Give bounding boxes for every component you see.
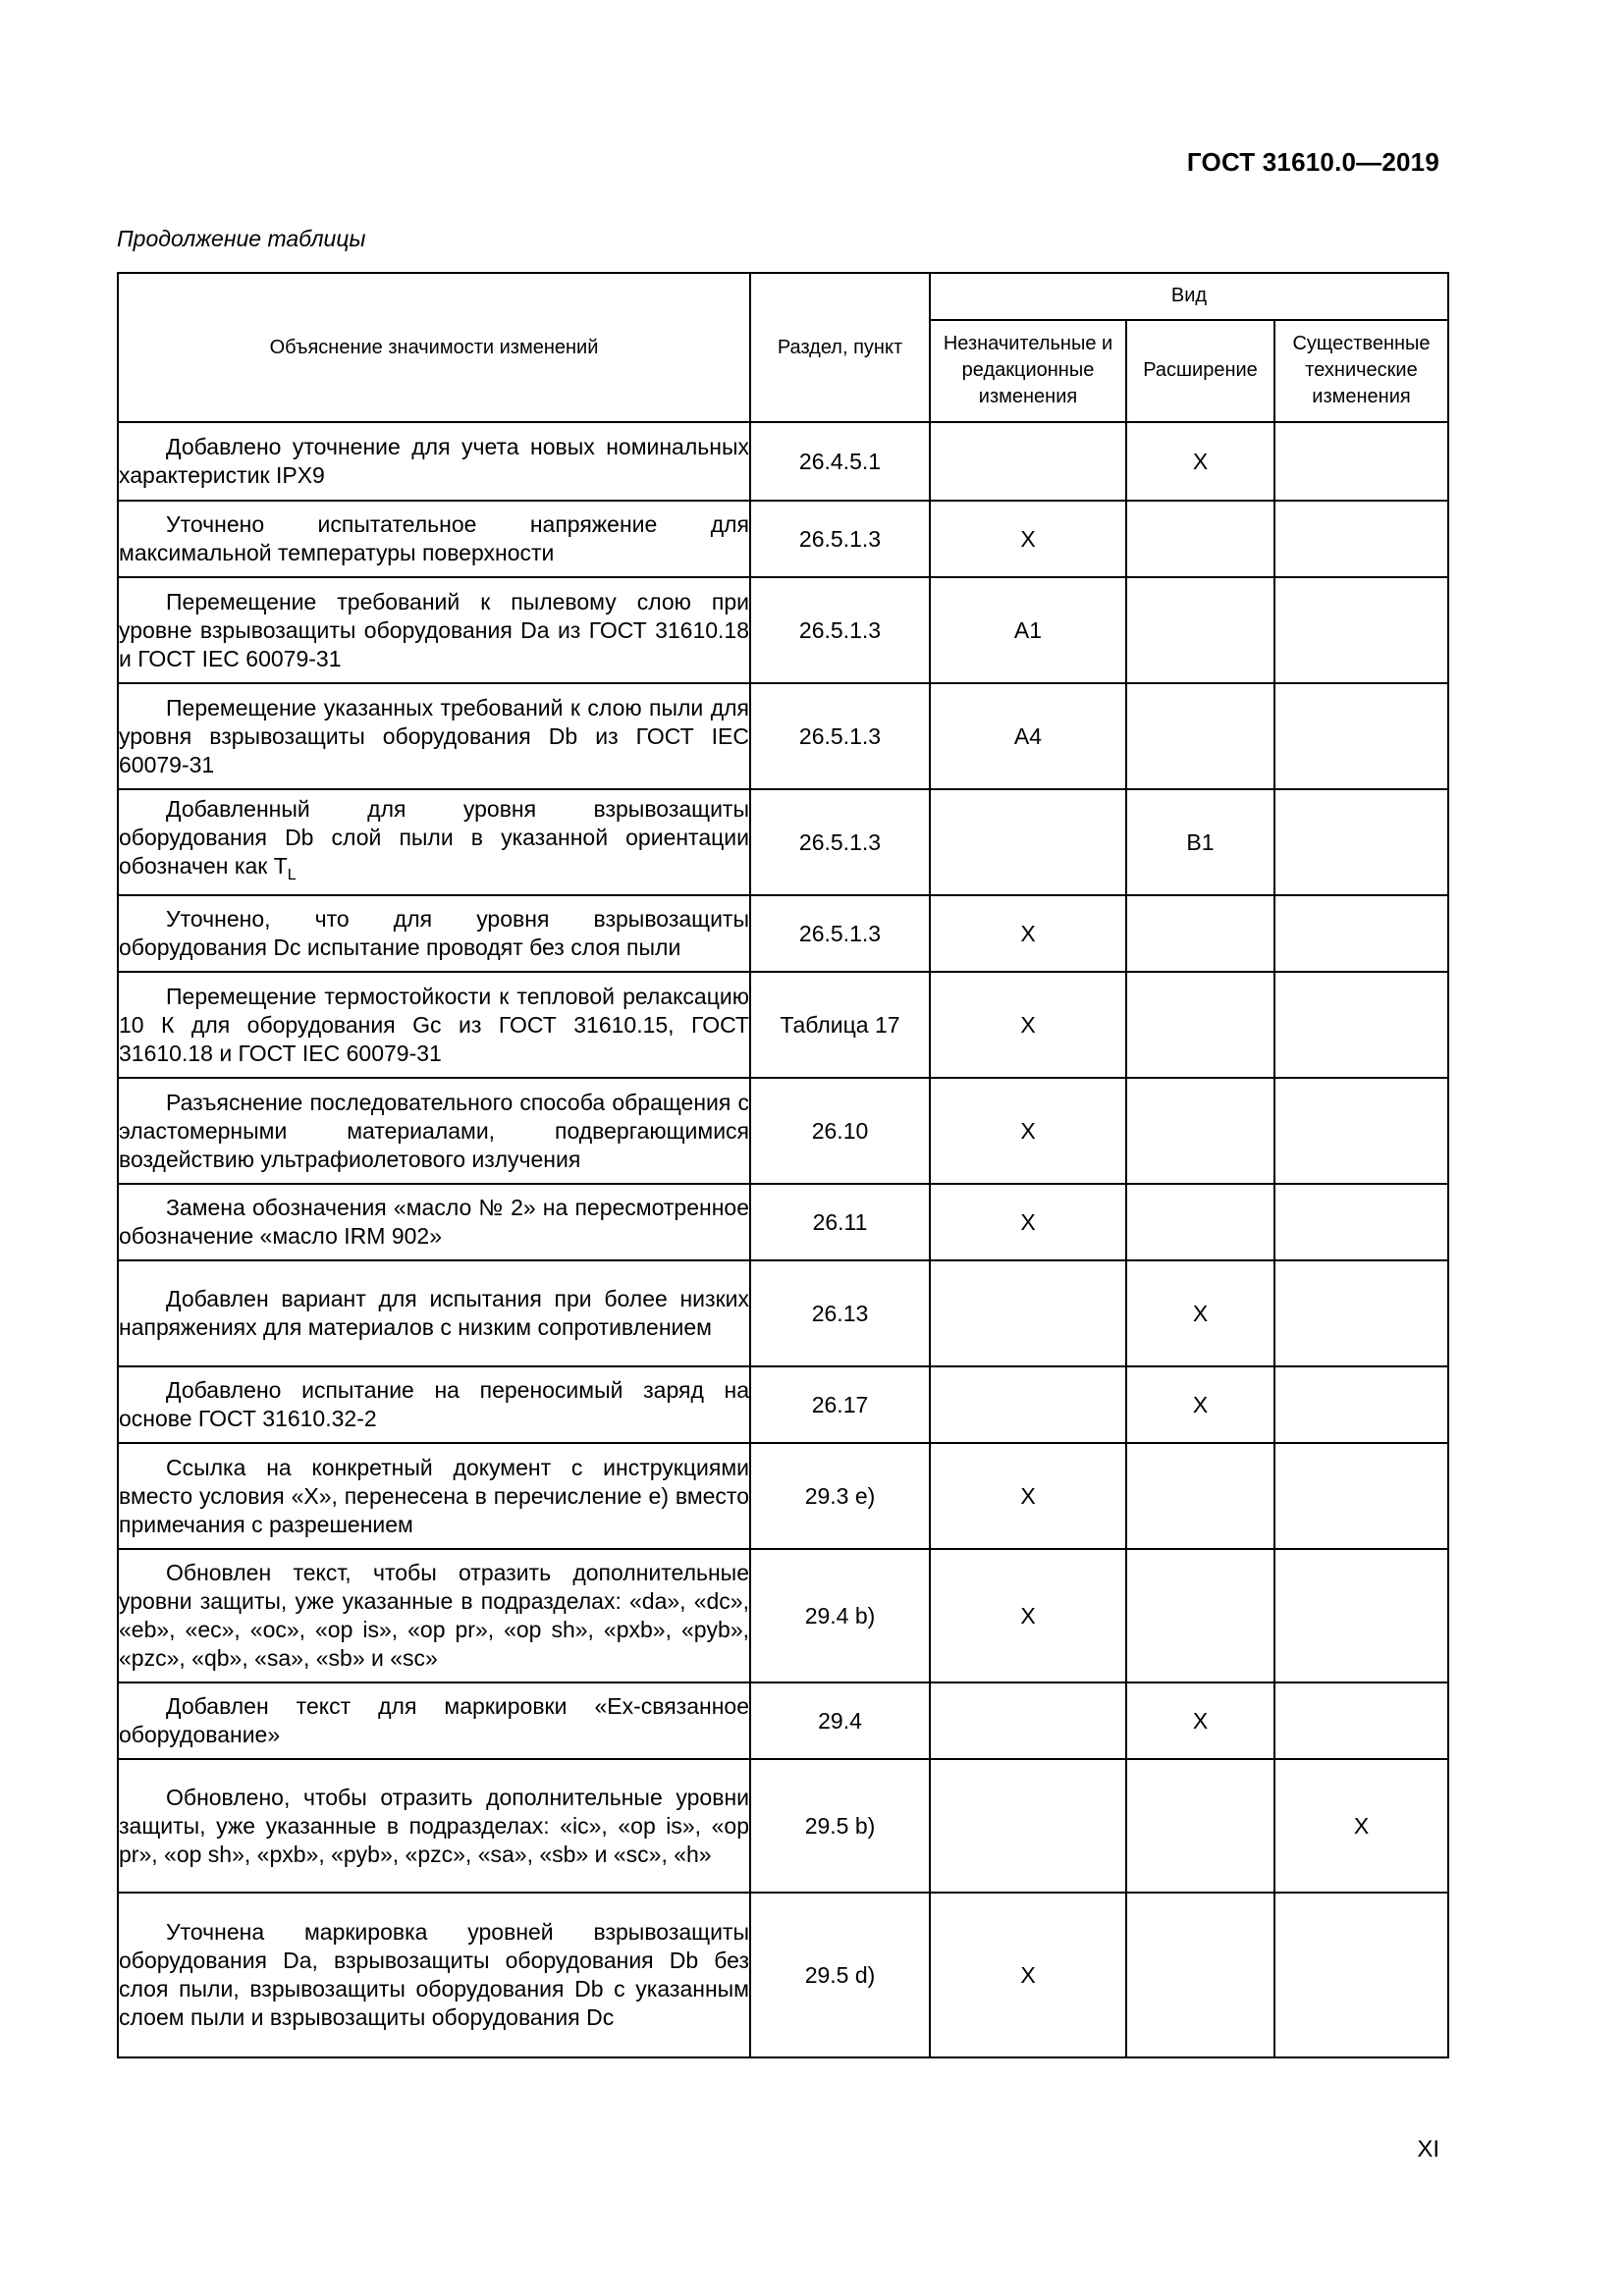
extension-cell: X (1126, 1366, 1274, 1443)
table-row (118, 1184, 1448, 1260)
change-description: Добавлено уточнение для учета новых номинальных характеристик IPX9 (118, 422, 750, 501)
change-description: Добавлено испытание на переносимый заряд на основе ГОСТ 31610.32-2 (118, 1366, 750, 1443)
minor-change-cell: X (930, 1893, 1126, 2057)
minor-change-cell (930, 1260, 1126, 1366)
table-row (118, 972, 1448, 1078)
change-description: Добавлен текст для маркировки «Ex-связанное оборудование» (118, 1682, 750, 1759)
change-description: Замена обозначения «масло № 2» на пересмотренное обозначение «масло IRM 902» (118, 1184, 750, 1260)
minor-change-cell: X (930, 1184, 1126, 1260)
section-cell: Таблица 17 (750, 972, 930, 1078)
change-description: Ссылка на конкретный документ с инструкциями вместо условия «X», перенесена в перечисление е) вместо примечания с разрешением (118, 1443, 750, 1549)
minor-change-cell (930, 789, 1126, 895)
table-row (118, 501, 1448, 577)
table-row (118, 1682, 1448, 1759)
section-cell: 26.5.1.3 (750, 895, 930, 972)
change-description: Перемещение требований к пылевому слою при уровне взрывозащиты оборудования Da из ГОСТ 31610.18 и ГОСТ IEC 60079-31 (118, 577, 750, 683)
minor-change-cell (930, 1759, 1126, 1893)
header-extension: Расширение (1126, 320, 1274, 422)
major-change-cell (1274, 1366, 1448, 1443)
change-description: Разъяснение последовательного способа обращения с эластомерными материалами, подвергающимися воздействию ультрафиолетового излучения (118, 1078, 750, 1184)
header-minor: Незначительные и редакционные изменения (930, 320, 1126, 422)
table-row (118, 422, 1448, 501)
header-section: Раздел, пункт (750, 273, 930, 422)
minor-change-cell: X (930, 1549, 1126, 1682)
minor-change-cell: X (930, 1443, 1126, 1549)
extension-cell (1126, 577, 1274, 683)
extension-cell (1126, 501, 1274, 577)
minor-change-cell (930, 1366, 1126, 1443)
extension-cell (1126, 1549, 1274, 1682)
minor-change-cell: A4 (930, 683, 1126, 789)
major-change-cell (1274, 422, 1448, 501)
change-description: Перемещение термостойкости к тепловой релаксацию 10 К для оборудования Gc из ГОСТ 31610.15, ГОСТ 31610.18 и ГОСТ IEC 60079-31 (118, 972, 750, 1078)
minor-change-cell (930, 1682, 1126, 1759)
extension-cell (1126, 972, 1274, 1078)
section-cell: 26.13 (750, 1260, 930, 1366)
change-description: Обновлено, чтобы отразить дополнительные уровни защиты, уже указанные в подразделах: «ic», «op is», «op pr», «op sh», «pxb», «pyb», «pzc», «sa», «sb» и «sc», «h» (118, 1759, 750, 1893)
extension-cell (1126, 1893, 1274, 2057)
extension-cell: X (1126, 1260, 1274, 1366)
section-cell: 29.5 d) (750, 1893, 930, 2057)
section-cell: 29.5 b) (750, 1759, 930, 1893)
extension-cell (1126, 1443, 1274, 1549)
minor-change-cell: X (930, 972, 1126, 1078)
minor-change-cell: X (930, 895, 1126, 972)
header-major: Существенные технические изменения (1274, 320, 1448, 422)
major-change-cell (1274, 1078, 1448, 1184)
table-row (118, 789, 1448, 895)
table-row (118, 1759, 1448, 1893)
change-description: Перемещение указанных требований к слою пыли для уровня взрывозащиты оборудования Db из ГОСТ IEC 60079-31 (118, 683, 750, 789)
extension-cell: B1 (1126, 789, 1274, 895)
section-cell: 29.4 b) (750, 1549, 930, 1682)
table-row (118, 1893, 1448, 2057)
major-change-cell (1274, 895, 1448, 972)
section-cell: 29.4 (750, 1682, 930, 1759)
extension-cell: X (1126, 422, 1274, 501)
section-cell: 26.5.1.3 (750, 789, 930, 895)
major-change-cell (1274, 1549, 1448, 1682)
major-change-cell: X (1274, 1759, 1448, 1893)
table-continuation-caption: Продолжение таблицы (117, 226, 366, 251)
change-description: Уточнено, что для уровня взрывозащиты оборудования Dc испытание проводят без слоя пыли (118, 895, 750, 972)
change-description: Добавлен вариант для испытания при более низких напряжениях для материалов с низким сопротивлением (118, 1260, 750, 1366)
extension-cell (1126, 895, 1274, 972)
section-cell: 29.3 е) (750, 1443, 930, 1549)
section-cell: 26.17 (750, 1366, 930, 1443)
section-cell: 26.4.5.1 (750, 422, 930, 501)
major-change-cell (1274, 1443, 1448, 1549)
subscript: L (287, 867, 297, 883)
change-description: Уточнена маркировка уровней взрывозащиты оборудования Da, взрывозащиты оборудования Db без слоя пыли, взрывозащиты оборудования Db с указанным слоем пыли и взрывозащиты оборудования Dc (118, 1893, 750, 2057)
major-change-cell (1274, 972, 1448, 1078)
minor-change-cell: X (930, 501, 1126, 577)
table-row (118, 1366, 1448, 1443)
section-cell: 26.5.1.3 (750, 577, 930, 683)
major-change-cell (1274, 1184, 1448, 1260)
major-change-cell (1274, 789, 1448, 895)
change-description: Добавленный для уровня взрывозащиты оборудования Db слой пыли в указанной ориентации обозначен как $T_L$ (118, 789, 750, 895)
table-row (118, 1443, 1448, 1549)
extension-cell: X (1126, 1682, 1274, 1759)
table-row (118, 1078, 1448, 1184)
page-number: XI (1417, 2136, 1439, 2163)
major-change-cell (1274, 1682, 1448, 1759)
table-row (118, 577, 1448, 683)
table-row (118, 895, 1448, 972)
major-change-cell (1274, 577, 1448, 683)
table-row (118, 1260, 1448, 1366)
header-kind: Вид (930, 273, 1448, 320)
minor-change-cell: A1 (930, 577, 1126, 683)
major-change-cell (1274, 1260, 1448, 1366)
section-cell: 26.5.1.3 (750, 501, 930, 577)
change-description: Уточнено испытательное напряжение для максимальной температуры поверхности (118, 501, 750, 577)
extension-cell (1126, 683, 1274, 789)
document-code: ГОСТ 31610.0—2019 (1186, 147, 1439, 177)
extension-cell (1126, 1078, 1274, 1184)
section-cell: 26.5.1.3 (750, 683, 930, 789)
section-cell: 26.11 (750, 1184, 930, 1260)
extension-cell (1126, 1184, 1274, 1260)
header-explanation: Объяснение значимости изменений (118, 273, 750, 422)
table-row (118, 683, 1448, 789)
change-description: Обновлен текст, чтобы отразить дополнительные уровни защиты, уже указанные в подразделах: «da», «dc», «eb», «ec», «oc», «op is», «op pr», «op sh», «pxb», «pyb», «pzc», «qb», «sa», «sb» и «sc» (118, 1549, 750, 1682)
major-change-cell (1274, 683, 1448, 789)
minor-change-cell: X (930, 1078, 1126, 1184)
table-body (118, 422, 1448, 2057)
minor-change-cell (930, 422, 1126, 501)
changes-table (117, 272, 1449, 2058)
major-change-cell (1274, 1893, 1448, 2057)
major-change-cell (1274, 501, 1448, 577)
table-row (118, 1549, 1448, 1682)
extension-cell (1126, 1759, 1274, 1893)
section-cell: 26.10 (750, 1078, 930, 1184)
